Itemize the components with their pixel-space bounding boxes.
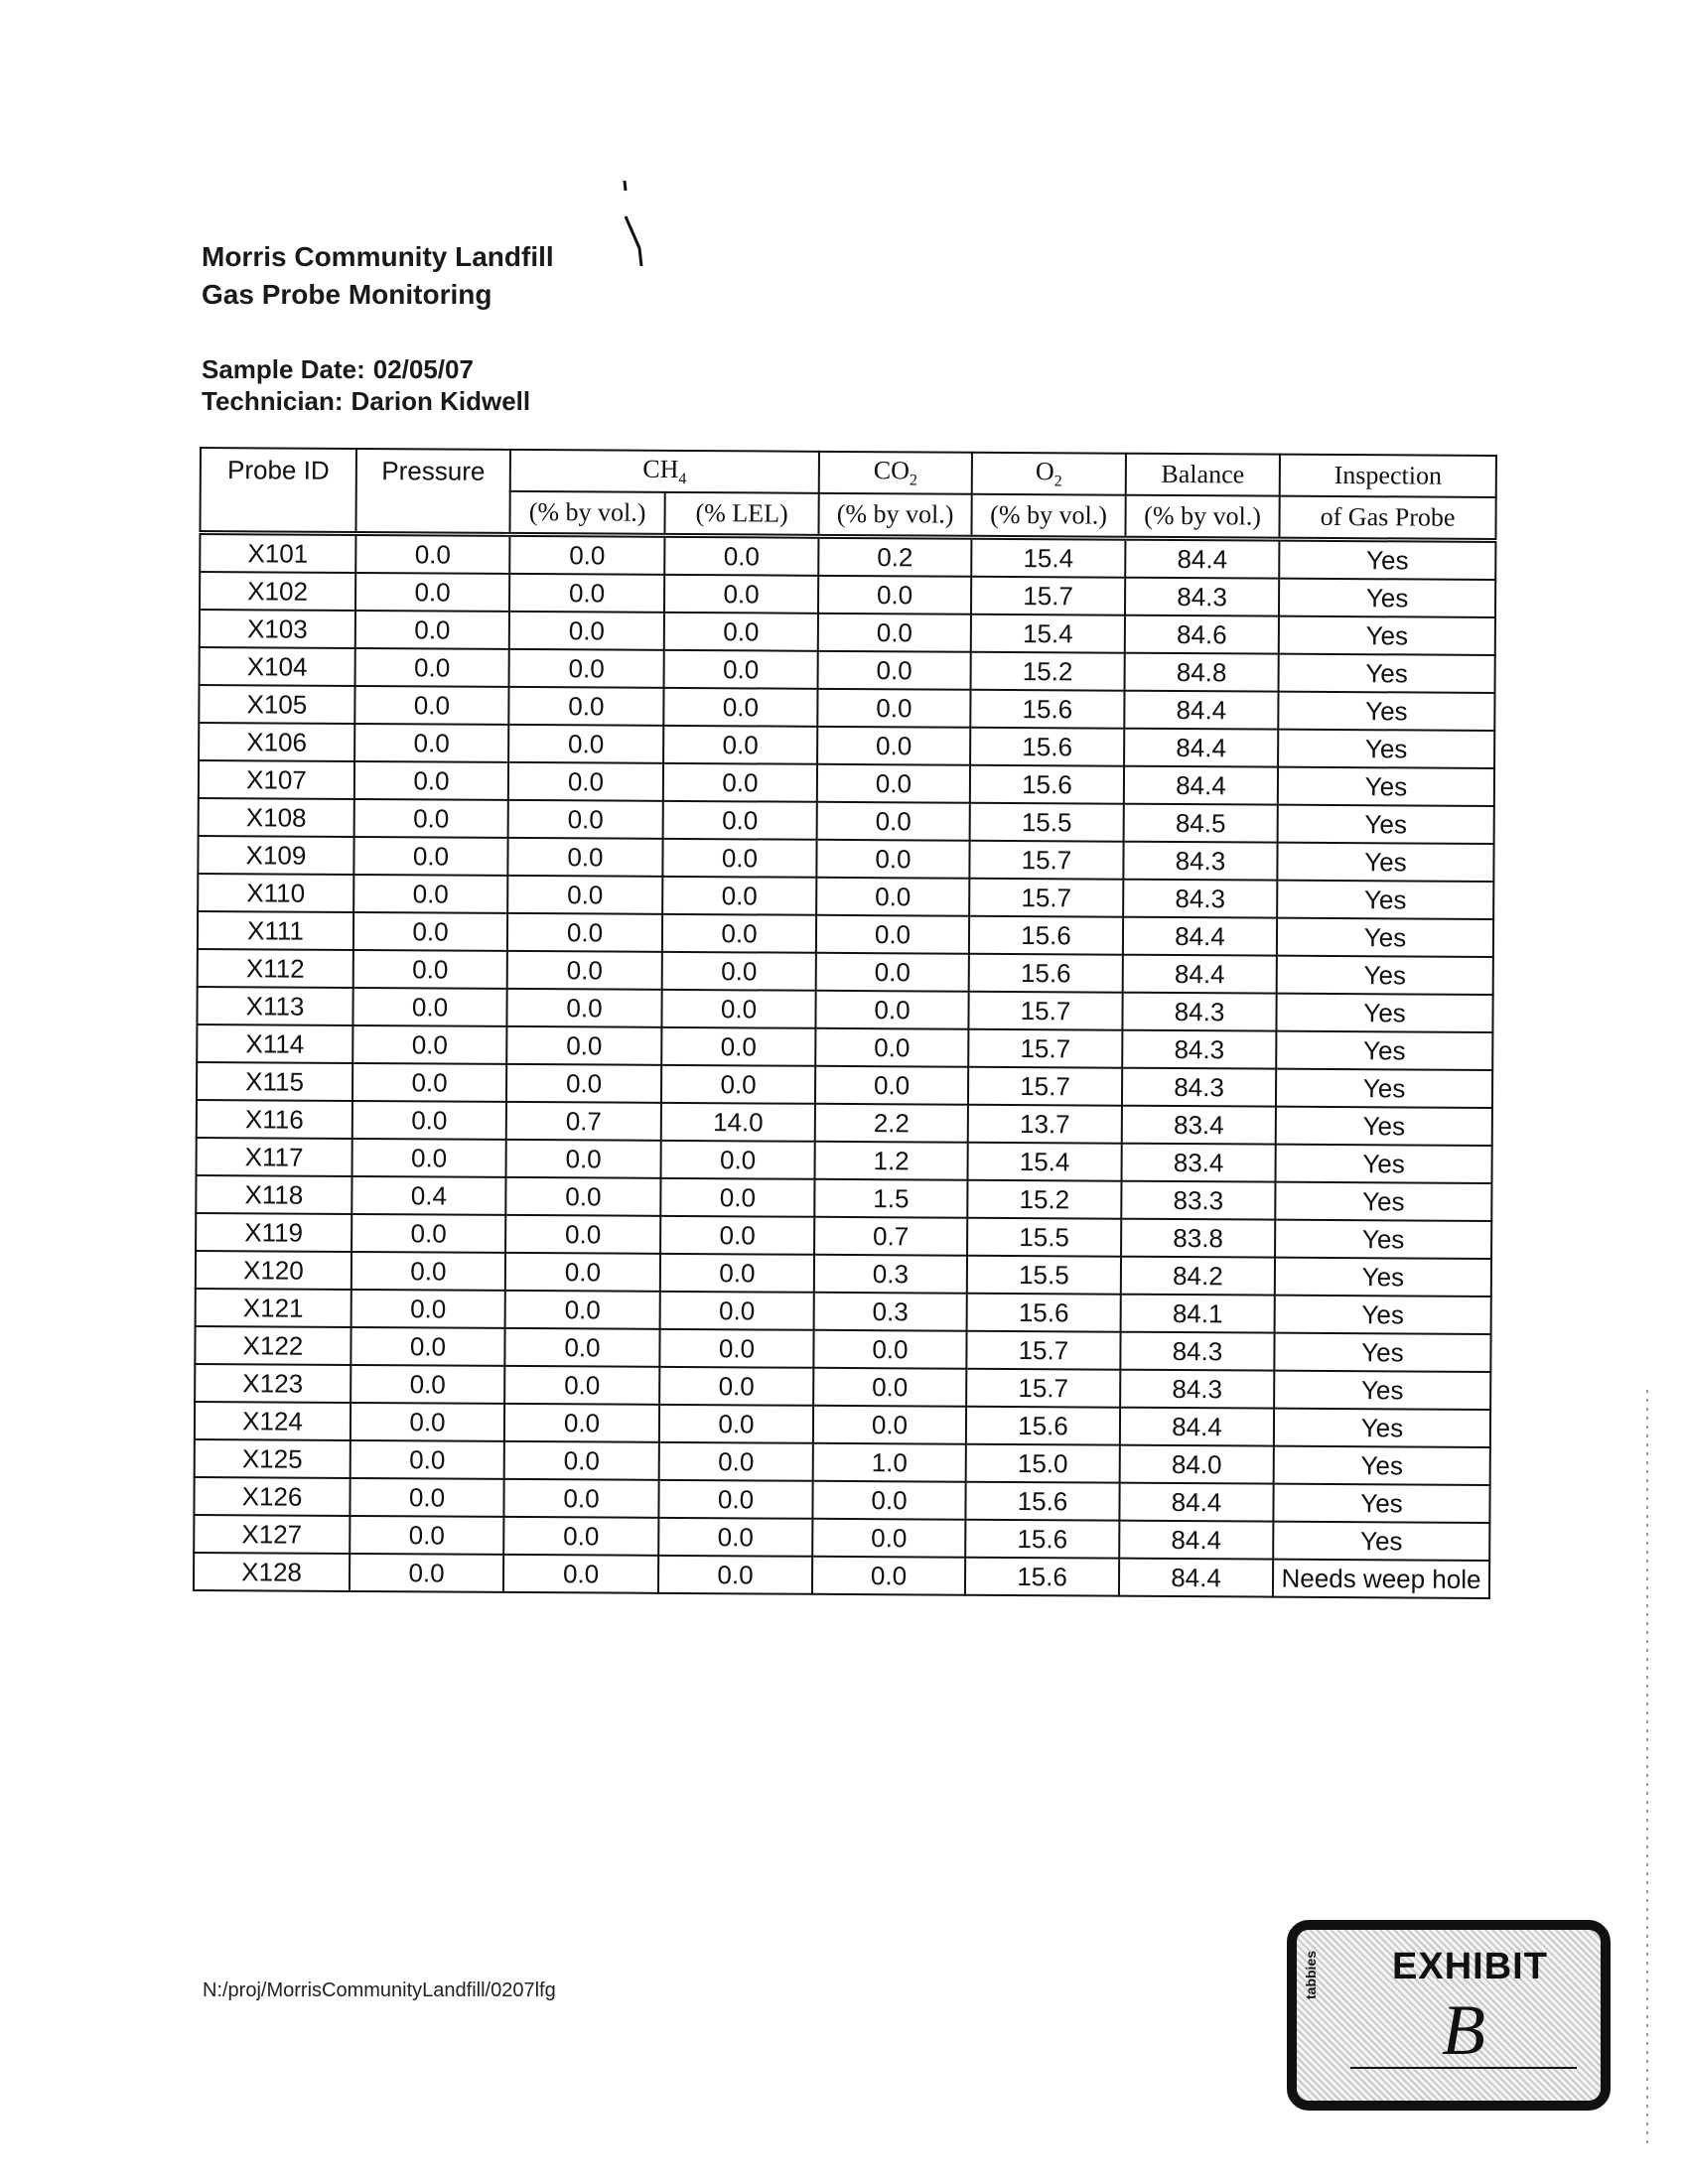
cell-probe-id: X125 [195,1439,351,1478]
cell-ch4-lel: 0.0 [658,1518,812,1557]
header-ch4-vol: (% by vol.) [509,491,664,535]
cell-ch4-vol: 0.0 [506,1140,661,1178]
cell-co2-vol: 0.0 [817,764,970,803]
cell-probe-id: X102 [200,572,355,611]
cell-co2-vol: 0.0 [816,840,969,879]
probe-monitoring-table [193,447,1497,1599]
cell-pressure: 0.0 [353,950,507,989]
cell-co2-vol: 0.0 [813,1368,966,1407]
cell-pressure: 0.0 [354,686,508,725]
cell-co2-vol: 1.5 [814,1179,967,1218]
cell-co2-vol: 0.2 [818,536,971,576]
cell-inspection: Yes [1273,1484,1489,1523]
cell-balance-vol: 84.3 [1123,842,1277,881]
cell-inspection: Yes [1276,1069,1492,1108]
cell-co2-vol: 1.0 [813,1443,966,1482]
site-name: Morris Community Landfill [202,241,554,272]
cell-ch4-lel: 0.0 [664,535,818,575]
cell-ch4-vol: 0.0 [504,1441,659,1480]
speck-mark [621,179,631,195]
document-title [202,238,554,314]
cell-pressure: 0.0 [353,837,507,876]
cell-pressure: 0.0 [352,1025,506,1064]
cell-ch4-vol: 0.0 [503,1517,658,1556]
cell-ch4-vol: 0.0 [505,1253,660,1292]
cell-co2-vol: 1.2 [815,1142,968,1180]
cell-pressure: 0.0 [354,799,508,838]
cell-ch4-vol: 0.0 [504,1366,659,1405]
cell-co2-vol: 0.0 [817,802,970,841]
cell-probe-id: X124 [195,1402,351,1440]
cell-o2-vol: 15.7 [969,879,1123,917]
cell-ch4-lel: 0.0 [659,1442,813,1481]
cell-balance-vol: 84.2 [1121,1257,1275,1296]
cell-inspection: Yes [1275,1182,1491,1221]
cell-o2-vol: 15.7 [971,577,1125,615]
cell-co2-vol: 0.0 [816,953,969,992]
cell-ch4-lel: 0.0 [662,952,816,991]
cell-balance-vol: 84.4 [1124,766,1278,805]
header-o2-sub: 2 [1053,473,1062,490]
sample-info [202,353,530,417]
sample-date-value: 02/05/07 [372,354,474,384]
cell-o2-vol: 15.6 [970,765,1124,804]
cell-probe-id: X115 [197,1062,352,1101]
cell-probe-id: X121 [196,1289,351,1327]
cell-o2-vol: 15.6 [965,1558,1119,1596]
cell-probe-id: X117 [197,1138,352,1176]
header-balance: Balance [1126,454,1280,496]
header-ch4-lel: (% LEL) [664,492,818,536]
header-ch4-text: CH [642,454,679,483]
stamp-letter: B [1442,1990,1485,2070]
cell-ch4-vol: 0.0 [505,1215,660,1254]
cell-o2-vol: 15.5 [967,1218,1121,1257]
header-o2-text: O [1035,457,1054,486]
cell-ch4-lel: 0.0 [664,575,818,614]
file-path: N:/proj/MorrisCommunityLandfill/0207lfg [203,1979,556,2001]
cell-pressure: 0.0 [354,761,508,800]
scan-edge [1646,1390,1648,2144]
cell-o2-vol: 15.5 [967,1256,1121,1295]
cell-pressure: 0.0 [352,1101,506,1140]
header-inspection: Inspection [1280,455,1496,497]
cell-o2-vol: 15.7 [968,1029,1122,1068]
cell-ch4-lel: 0.0 [664,613,818,651]
cell-probe-id: X122 [195,1326,351,1365]
cell-pressure: 0.0 [351,1290,505,1328]
cell-ch4-lel: 14.0 [661,1103,815,1142]
cell-balance-vol: 84.3 [1123,880,1277,918]
cell-balance-vol: 84.4 [1119,1483,1273,1522]
cell-ch4-vol: 0.0 [507,913,662,952]
cell-o2-vol: 15.7 [966,1369,1120,1408]
cell-ch4-lel: 0.0 [662,914,816,953]
cell-ch4-vol: 0.0 [507,838,662,877]
cell-o2-vol: 13.7 [968,1105,1122,1144]
stamp-rule [1350,2067,1577,2069]
technician-label: Technician: [202,386,344,416]
header-o2-vol: (% by vol.) [971,494,1125,538]
cell-ch4-lel: 0.0 [664,650,818,689]
cell-inspection: Yes [1276,1031,1492,1070]
cell-co2-vol: 2.2 [815,1104,968,1143]
cell-o2-vol: 15.2 [967,1180,1121,1219]
header-co2-sub: 2 [909,472,917,489]
cell-probe-id: X127 [194,1515,350,1554]
cell-ch4-vol: 0.0 [509,649,664,688]
header-ch4-sub: 4 [678,471,687,488]
header-inspection-sub: of Gas Probe [1279,496,1495,541]
cell-probe-id: X104 [200,647,355,686]
cell-pressure: 0.0 [351,1252,505,1291]
cell-inspection: Yes [1274,1446,1490,1485]
sample-date-label: Sample Date: [202,354,365,384]
cell-ch4-vol: 0.0 [509,612,664,650]
cell-pressure: 0.0 [355,533,509,573]
cell-inspection: Yes [1276,994,1492,1032]
cell-balance-vol: 84.3 [1122,1030,1276,1069]
cell-co2-vol: 0.0 [818,614,971,652]
cell-probe-id: X103 [200,610,355,648]
cell-inspection: Yes [1278,730,1494,768]
cell-ch4-vol: 0.0 [508,687,663,726]
cell-balance-vol: 83.3 [1121,1181,1275,1220]
pen-mark [616,208,655,278]
cell-co2-vol: 0.0 [815,1028,968,1067]
cell-ch4-lel: 0.0 [660,1254,814,1293]
cell-ch4-lel: 0.0 [659,1329,813,1368]
cell-pressure: 0.0 [354,724,508,762]
cell-ch4-lel: 0.0 [663,688,817,727]
cell-ch4-lel: 0.0 [658,1480,812,1519]
cell-probe-id: X107 [199,760,354,799]
cell-ch4-lel: 0.0 [663,801,817,840]
cell-probe-id: X106 [199,723,354,761]
cell-balance-vol: 84.4 [1120,1408,1274,1446]
cell-balance-vol: 84.4 [1119,1521,1273,1560]
cell-o2-vol: 15.6 [967,1294,1121,1332]
cell-co2-vol: 0.3 [814,1293,967,1331]
cell-ch4-vol: 0.0 [508,725,663,763]
cell-inspection: Yes [1277,843,1493,882]
stamp-word: EXHIBIT [1392,1946,1548,1987]
cell-ch4-lel: 0.0 [661,1065,815,1104]
cell-o2-vol: 15.7 [968,992,1122,1030]
cell-ch4-vol: 0.0 [505,1177,660,1216]
cell-probe-id: X113 [197,987,352,1025]
cell-pressure: 0.0 [353,875,507,913]
table-row [194,1553,1489,1598]
cell-ch4-lel: 0.0 [659,1405,813,1443]
cell-pressure: 0.0 [355,611,509,649]
cell-pressure: 0.0 [352,988,506,1026]
cell-inspection: Yes [1277,918,1493,957]
cell-ch4-vol: 0.0 [509,574,664,613]
cell-ch4-vol: 0.0 [505,1291,660,1329]
cell-co2-vol: 0.3 [814,1255,967,1294]
cell-co2-vol: 0.7 [814,1217,967,1256]
cell-inspection: Yes [1278,767,1494,806]
cell-probe-id: X108 [199,798,354,837]
cell-ch4-lel: 0.0 [663,763,817,802]
cell-co2-vol: 0.0 [817,727,970,765]
cell-inspection: Yes [1274,1333,1490,1372]
cell-o2-vol: 15.4 [971,614,1125,653]
cell-ch4-vol: 0.0 [508,762,663,801]
cell-ch4-lel: 0.0 [663,726,817,764]
stamp-brand: tabbies [1303,1950,1319,1999]
report-name: Gas Probe Monitoring [202,279,492,310]
cell-ch4-vol: 0.0 [504,1404,659,1442]
cell-co2-vol: 0.0 [813,1406,966,1444]
cell-balance-vol: 84.3 [1122,1068,1276,1107]
cell-ch4-vol: 0.0 [503,1555,658,1593]
cell-co2-vol: 0.0 [817,689,970,728]
cell-balance-vol: 84.6 [1125,615,1279,654]
cell-ch4-vol: 0.0 [506,1026,661,1065]
cell-co2-vol: 0.0 [815,991,968,1029]
sample-date-line [202,353,530,385]
cell-pressure: 0.0 [353,912,507,951]
cell-pressure: 0.0 [351,1403,504,1441]
cell-probe-id: X105 [199,685,354,724]
cell-pressure: 0.0 [352,1063,506,1102]
cell-probe-id: X118 [196,1175,351,1214]
cell-probe-id: X110 [198,874,353,912]
cell-probe-id: X116 [197,1100,352,1139]
cell-balance-vol: 84.3 [1120,1332,1274,1371]
cell-inspection: Yes [1277,956,1493,995]
cell-inspection: Yes [1275,1296,1491,1334]
cell-balance-vol: 84.4 [1123,955,1277,994]
cell-ch4-vol: 0.0 [503,1479,658,1518]
cell-ch4-vol: 0.0 [504,1328,659,1367]
header-co2 [819,452,972,494]
cell-ch4-vol: 0.0 [507,876,662,914]
cell-ch4-lel: 0.0 [660,1292,814,1330]
cell-balance-vol: 84.4 [1119,1559,1273,1597]
technician-value: Darion Kidwell [351,386,531,416]
cell-pressure: 0.0 [351,1440,504,1479]
cell-balance-vol: 84.4 [1125,538,1279,578]
cell-o2-vol: 15.6 [965,1520,1119,1559]
cell-ch4-lel: 0.0 [660,1178,814,1217]
cell-balance-vol: 83.4 [1121,1144,1275,1182]
cell-inspection: Yes [1277,881,1493,919]
cell-probe-id: X114 [197,1024,352,1063]
cell-o2-vol: 15.6 [969,954,1123,993]
cell-pressure: 0.0 [350,1516,503,1555]
cell-ch4-vol: 0.0 [508,800,663,839]
cell-inspection: Yes [1278,805,1494,844]
cell-pressure: 0.4 [351,1176,505,1215]
cell-balance-vol: 84.0 [1120,1445,1274,1484]
cell-balance-vol: 84.8 [1125,653,1279,692]
cell-o2-vol: 15.6 [969,916,1123,955]
cell-o2-vol: 15.6 [970,690,1124,729]
cell-balance-vol: 84.4 [1123,917,1277,956]
header-pressure: Pressure [355,449,510,534]
cell-inspection: Yes [1274,1409,1490,1447]
cell-o2-vol: 15.6 [970,728,1124,766]
cell-balance-vol: 84.3 [1125,578,1279,616]
cell-ch4-lel: 0.0 [659,1367,813,1406]
cell-co2-vol: 0.0 [816,915,969,954]
exhibit-stamp [1287,1920,1611,2111]
cell-balance-vol: 84.1 [1121,1295,1275,1333]
cell-probe-id: X128 [194,1553,350,1591]
cell-balance-vol: 84.4 [1124,691,1278,730]
cell-probe-id: X120 [196,1251,351,1290]
cell-co2-vol: 0.0 [818,576,971,614]
cell-o2-vol: 15.7 [969,841,1123,880]
cell-ch4-lel: 0.0 [661,1141,815,1179]
cell-o2-vol: 15.7 [966,1331,1120,1370]
cell-pressure: 0.0 [351,1214,505,1253]
header-co2-text: CO [873,456,911,485]
cell-inspection: Yes [1279,616,1495,655]
cell-co2-vol: 0.0 [816,878,969,916]
cell-probe-id: X111 [198,911,353,950]
cell-ch4-lel: 0.0 [661,1027,815,1066]
cell-co2-vol: 0.0 [815,1066,968,1105]
header-o2 [972,453,1126,495]
cell-o2-vol: 15.0 [966,1444,1120,1483]
cell-probe-id: X126 [194,1477,350,1516]
cell-o2-vol: 15.7 [968,1067,1122,1106]
cell-ch4-lel: 0.0 [662,839,816,878]
cell-pressure: 0.0 [350,1554,503,1592]
cell-ch4-vol: 0.0 [507,951,662,990]
cell-o2-vol: 15.6 [966,1407,1120,1445]
cell-balance-vol: 83.4 [1122,1106,1276,1145]
cell-balance-vol: 84.5 [1124,804,1278,843]
probe-rows [194,533,1495,1598]
cell-inspection: Yes [1274,1371,1490,1410]
cell-inspection: Yes [1276,1107,1492,1146]
cell-o2-vol: 15.4 [968,1143,1122,1181]
cell-pressure: 0.0 [355,648,509,687]
cell-ch4-lel: 0.0 [661,990,815,1028]
cell-inspection: Yes [1279,654,1495,693]
header-probe-id: Probe ID [200,448,356,533]
cell-ch4-vol: 0.0 [506,1064,661,1103]
cell-co2-vol: 0.0 [813,1330,966,1369]
cell-o2-vol: 15.6 [965,1482,1119,1521]
cell-inspection: Yes [1275,1258,1491,1297]
cell-pressure: 0.0 [355,573,509,612]
header-balance-vol: (% by vol.) [1125,495,1279,539]
cell-ch4-vol: 0.7 [506,1102,661,1141]
cell-probe-id: X119 [196,1213,351,1252]
cell-pressure: 0.0 [351,1327,504,1366]
cell-pressure: 0.0 [351,1365,504,1404]
cell-o2-vol: 15.4 [971,537,1125,577]
cell-o2-vol: 15.5 [970,803,1124,842]
cell-pressure: 0.0 [350,1478,503,1517]
cell-inspection: Needs weep hole [1273,1560,1489,1598]
cell-inspection: Yes [1273,1522,1489,1561]
cell-balance-vol: 84.3 [1120,1370,1274,1409]
cell-probe-id: X123 [195,1364,351,1403]
cell-inspection: Yes [1278,692,1494,731]
header-ch4 [510,450,819,493]
cell-inspection: Yes [1279,539,1495,580]
cell-balance-vol: 84.4 [1124,729,1278,767]
cell-probe-id: X109 [198,836,353,875]
cell-ch4-vol: 0.0 [509,534,664,574]
cell-co2-vol: 0.0 [812,1481,965,1520]
cell-co2-vol: 0.0 [818,651,971,690]
cell-probe-id: X101 [200,533,355,573]
header-co2-vol: (% by vol.) [818,493,971,537]
cell-inspection: Yes [1279,579,1495,617]
cell-co2-vol: 0.0 [812,1519,965,1558]
technician-line [202,385,530,417]
cell-ch4-vol: 0.0 [506,989,661,1027]
cell-inspection: Yes [1275,1145,1491,1183]
cell-o2-vol: 15.2 [971,652,1125,691]
cell-ch4-lel: 0.0 [660,1216,814,1255]
cell-ch4-lel: 0.0 [658,1556,812,1594]
cell-balance-vol: 84.3 [1122,993,1276,1031]
cell-balance-vol: 83.8 [1121,1219,1275,1258]
probe-table-wrapper [200,447,1497,1594]
cell-ch4-lel: 0.0 [662,877,816,915]
cell-co2-vol: 0.0 [812,1557,965,1595]
cell-probe-id: X112 [198,949,353,988]
cell-pressure: 0.0 [352,1139,506,1177]
cell-inspection: Yes [1275,1220,1491,1259]
